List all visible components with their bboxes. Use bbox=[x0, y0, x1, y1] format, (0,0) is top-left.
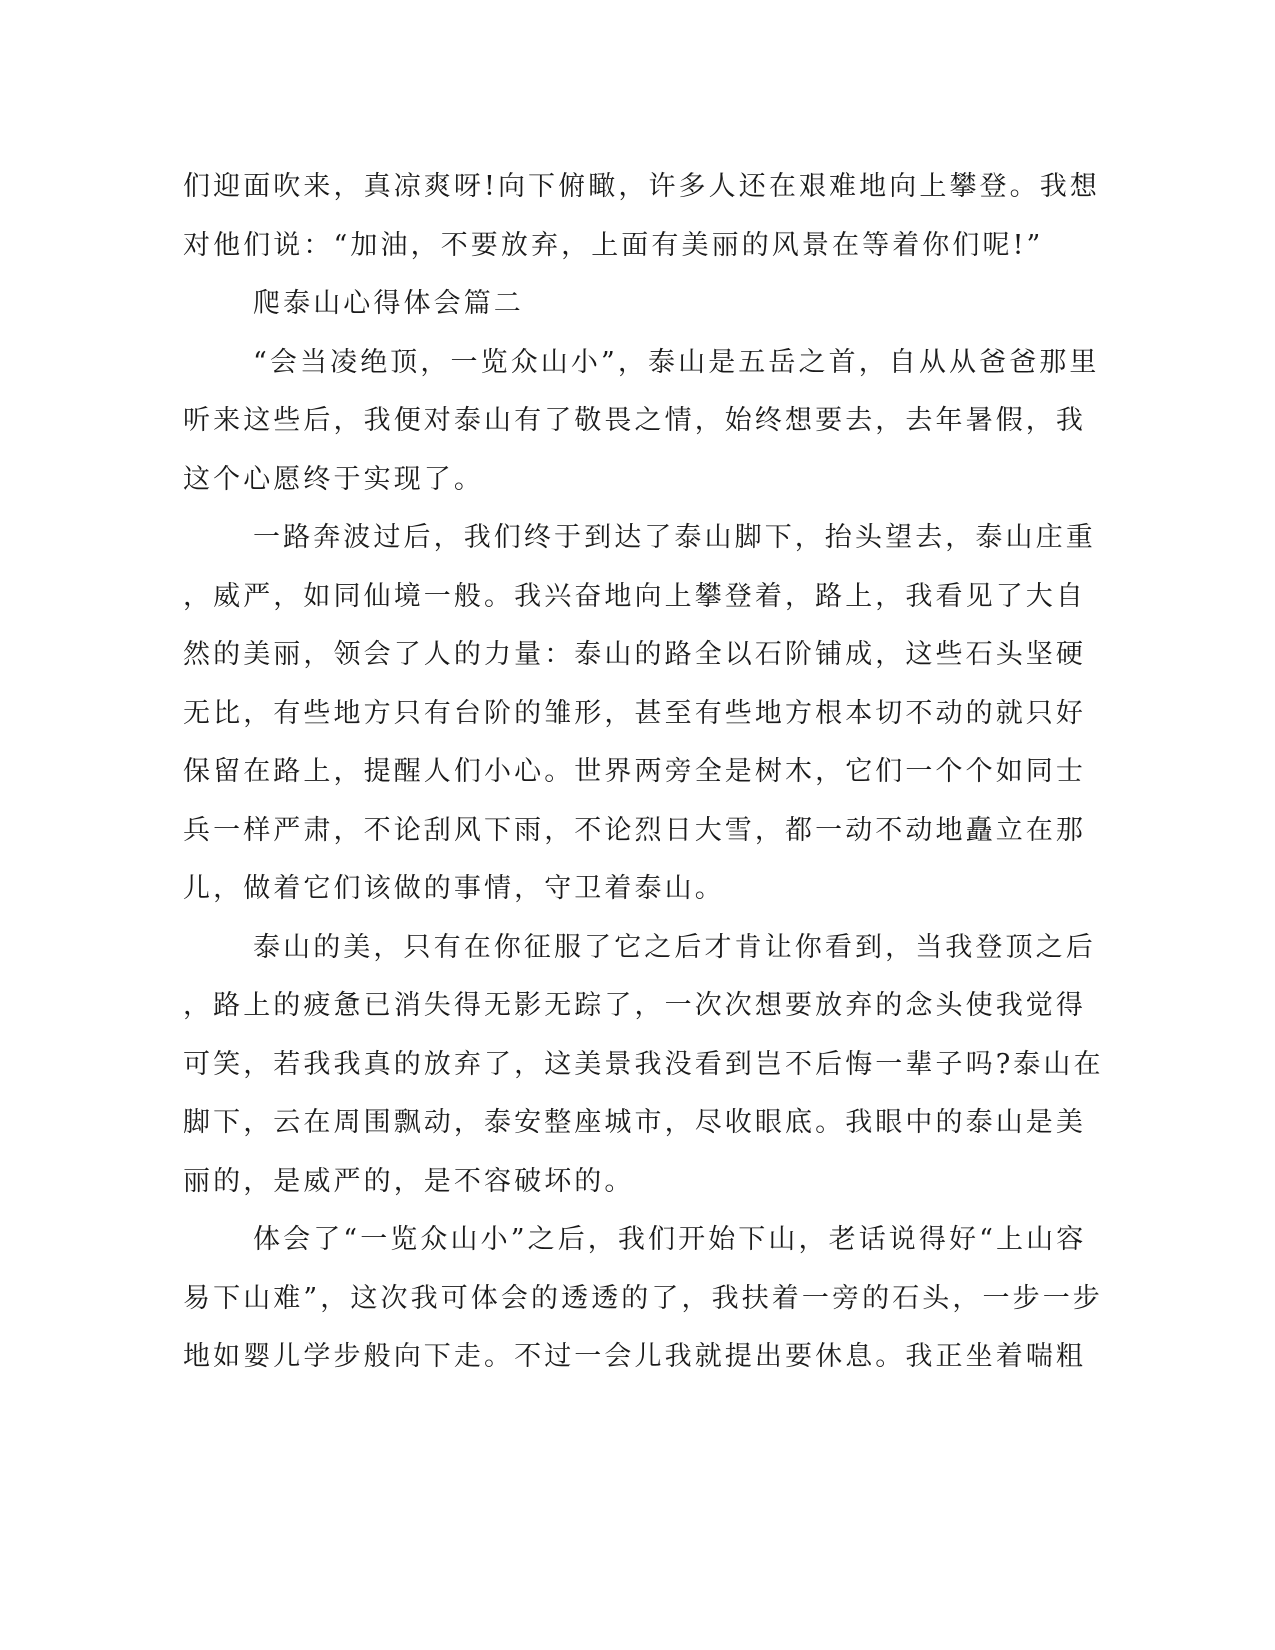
text-line: 听来这些后，我便对泰山有了敬畏之情，始终想要去，去年暑假，我 bbox=[183, 405, 1086, 436]
text-line: 易下山难”，这次我可体会的透透的了，我扶着一旁的石头，一步一步 bbox=[183, 1282, 1103, 1314]
text-line: 保留在路上，提醒人们小心。世界两旁全是树木，它们一个个如同士 bbox=[183, 756, 1086, 787]
text-line: 泰山的美，只有在你征服了它之后才肯让你看到，当我登顶之后 bbox=[253, 931, 1096, 963]
text-line: 体会了“一览众山小”之后，我们开始下山，老话说得好“上山容 bbox=[253, 1224, 1087, 1255]
text-line: 们迎面吹来，真凉爽呀!向下俯瞰，许多人还在艰难地向上攀登。我想 bbox=[183, 171, 1100, 202]
text-line: 兵一样严肃，不论刮风下雨，不论烈日大雪，都一动不动地矗立在那 bbox=[183, 814, 1086, 846]
text-line: ，路上的疲惫已消失得无影无踪了，一次次想要放弃的念头使我觉得 bbox=[183, 990, 1086, 1021]
text-line: 地如婴儿学步般向下走。不过一会儿我就提出要休息。我正坐着喘粗 bbox=[183, 1341, 1086, 1372]
text-line: 对他们说：“加油，不要放弃，上面有美丽的风景在等着你们呢!” bbox=[183, 229, 1044, 261]
text-line: 丽的，是威严的，是不容破坏的。 bbox=[183, 1165, 635, 1197]
text-line: 这个心愿终于实现了。 bbox=[183, 463, 484, 495]
text-line: ，威严，如同仙境一般。我兴奋地向上攀登着，路上，我看见了大自 bbox=[183, 580, 1086, 612]
text-line: 脚下，云在周围飘动，泰安整座城市，尽收眼底。我眼中的泰山是美 bbox=[183, 1107, 1086, 1138]
text-line: 可笑，若我我真的放弃了，这美景我没看到岂不后悔一辈子吗?泰山在 bbox=[183, 1048, 1104, 1080]
section-heading: 爬泰山心得体会篇二 bbox=[253, 288, 524, 319]
text-line: “会当凌绝顶，一览众山小”，泰山是五岳之首，自从从爸爸那里 bbox=[253, 346, 1100, 378]
text-line: 一路奔波过后，我们终于到达了泰山脚下，抬头望去，泰山庄重 bbox=[253, 522, 1096, 553]
body-text bbox=[183, 158, 1104, 1387]
text-line: 无比，有些地方只有台阶的雏形，甚至有些地方根本切不动的就只好 bbox=[183, 697, 1086, 729]
text-line: 然的美丽，领会了人的力量：泰山的路全以石阶铺成，这些石头坚硬 bbox=[183, 639, 1086, 670]
text-line: 儿，做着它们该做的事情，守卫着泰山。 bbox=[183, 873, 725, 904]
